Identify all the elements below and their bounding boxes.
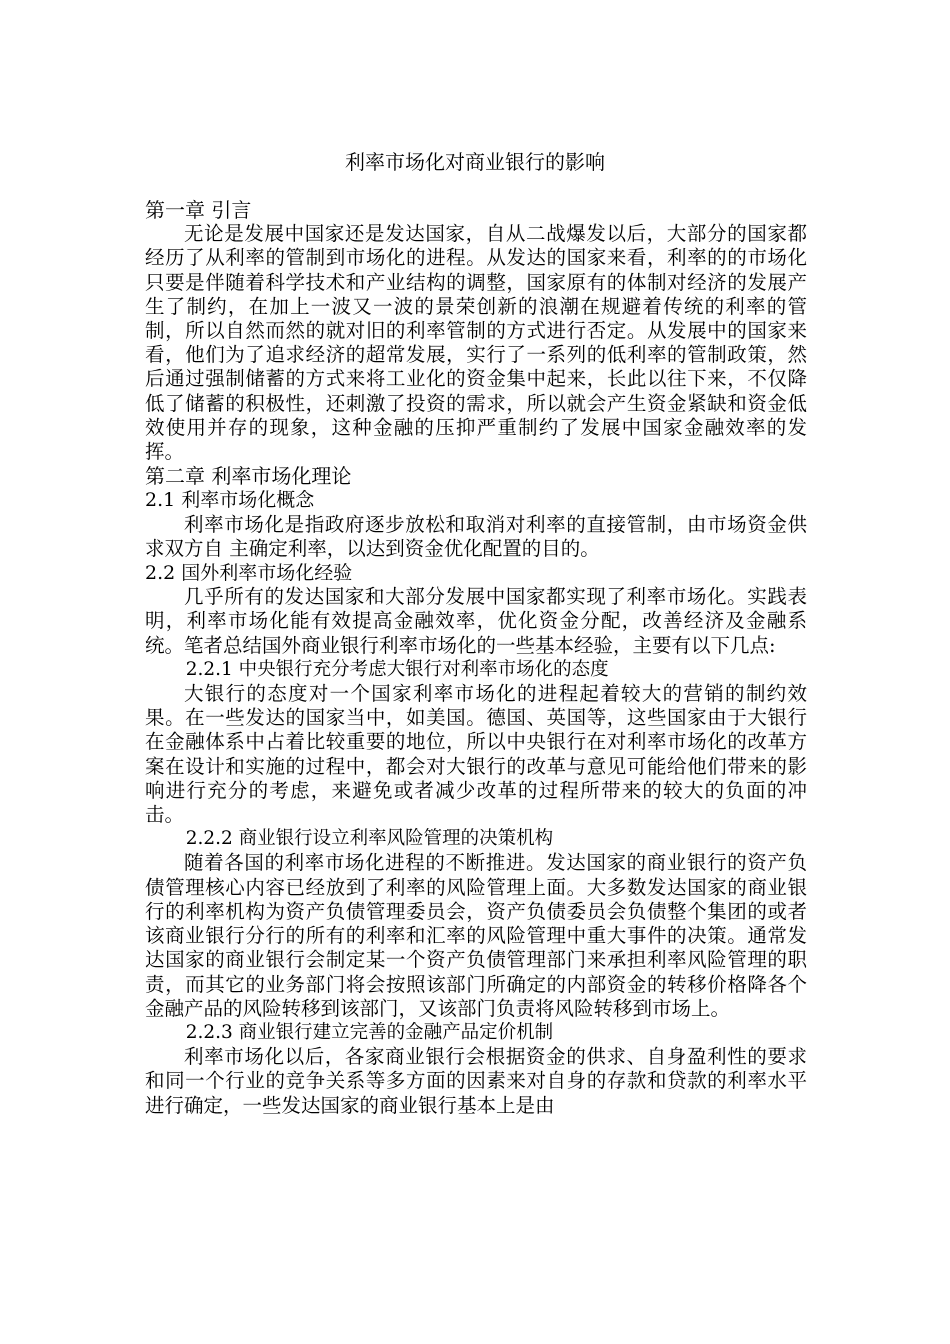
document-body <box>145 198 807 1118</box>
subsection-heading: 2.2.1 中央银行充分考虑大银行对利率市场化的态度 <box>185 658 609 680</box>
paragraph: 利率市场化是指政府逐步放松和取消对利率的直接管制，由市场资金供求双方自 主确定利率，以达到资金优化配置的目的。 <box>145 512 807 560</box>
subsection-heading: 2.2.3 商业银行建立完善的金融产品定价机制 <box>185 1021 554 1043</box>
paragraph: 大银行的态度对一个国家利率市场化的进程起着较大的营销的制约效果。在一些发达的国家当中，如美国。德国、英国等，这些国家由于大银行在金融体系中占着比较重要的地位，所以中央银行在对利率市场化的改革方案在设计和实施的过程中，都会对大银行的改革与意见可能给他们带来的影响进行充分的考虑，来避免或者减少改革的过程所带来的较大的负面的冲击。 <box>145 682 807 827</box>
section-heading: 2.1 利率市场化概念 <box>145 489 315 512</box>
chapter-heading: 第二章 利率市场化理论 <box>145 464 352 489</box>
paragraph: 利率市场化以后，各家商业银行会根据资金的供求、自身盈利性的要求和同一个行业的竞争关系等多方面的因素来对自身的存款和贷款的利率水平进行确定，一些发达国家的商业银行基本上是由 <box>145 1045 807 1117</box>
paragraph: 随着各国的利率市场化进程的不断推进。发达国家的商业银行的资产负债管理核心内容已经放到了利率的风险管理上面。大多数发达国家的商业银行的利率机构为资产负债管理委员会，资产负债委员会负债整个集团的或者该商业银行分行的所有的利率和汇率的风险管理中重大事件的决策。通常发达国家的商业银行会制定某一个资产负债管理部门来承担利率风险管理的职责，而其它的业务部门将会按照该部门所确定的内部资金的转移价格降各个金融产品的风险转移到该部门，又该部门负责将风险转移到市场上。 <box>145 851 807 1020</box>
subsection-heading: 2.2.2 商业银行设立利率风险管理的决策机构 <box>185 828 554 850</box>
section-heading: 2.2 国外利率市场化经验 <box>145 562 353 585</box>
document-title: 利率市场化对商业银行的影响 <box>345 150 605 174</box>
paragraph: 无论是发展中国家还是发达国家，自从二战爆发以后，大部分的国家都经历了从利率的管制到市场化的进程。从发达的国家来看，利率的的市场化只要是伴随着科学技术和产业结构的调整，国家原有的体制对经济的发展产生了制约，在加上一波又一波的景荣创新的浪潮在规避着传统的利率的管制，所以自然而然的就对旧的利率管制的方式进行否定。从发展中的国家来看，他们为了追求经济的超常发展，实行了一系列的低利率的管制政策，然后通过强制储蓄的方式来将工业化的资金集中起来，长此以往下来，不仅降低了储蓄的积极性，还刺激了投资的需求，所以就会产生资金紧缺和资金低效使用并存的现象，这种金融的压抑严重制约了发展中国家金融效率的发挥。 <box>145 222 807 464</box>
paragraph: 几乎所有的发达国家和大部分发展中国家都实现了利率市场化。实践表明，利率市场化能有效提高金融效率，优化资金分配，改善经济及金融系统。笔者总结国外商业银行利率市场化的一些基本经验，主要有以下几点: <box>145 585 807 657</box>
chapter-heading: 第一章 引言 <box>145 198 252 222</box>
